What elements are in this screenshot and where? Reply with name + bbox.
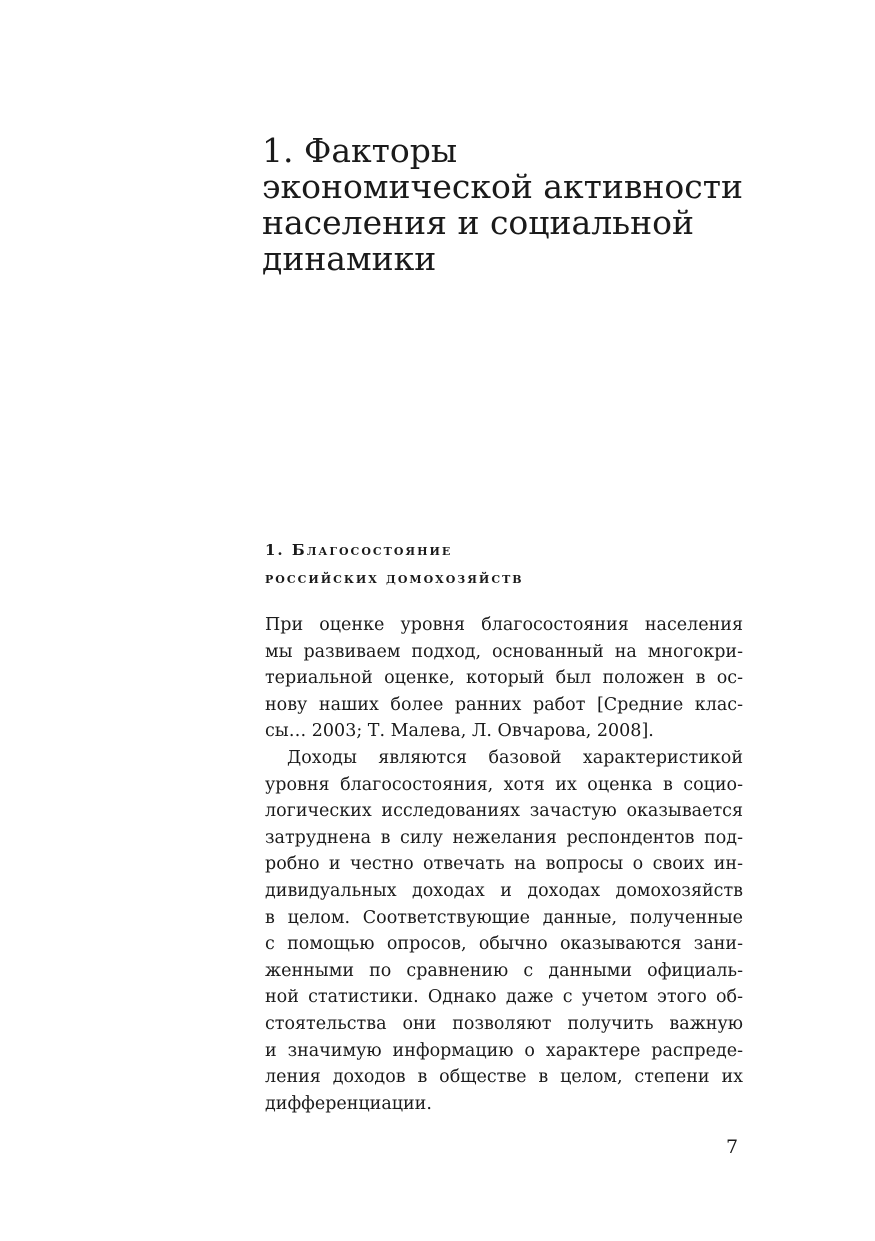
page-number: 7 bbox=[726, 1136, 739, 1158]
text-line: и значимую информацию о характере распреде- bbox=[265, 1040, 743, 1061]
text-line: мы развиваем подход, основанный на многокри- bbox=[265, 641, 743, 662]
text-line: уровня благосостояния, хотя их оценка в социо- bbox=[265, 774, 743, 795]
text-line: логических исследованиях зачастую оказывается bbox=[265, 801, 743, 822]
text-line: дифференциации. bbox=[265, 1093, 432, 1114]
section-title bbox=[265, 536, 765, 592]
text-line: стоятельства они позволяют получить важную bbox=[265, 1013, 743, 1034]
section-title-line: российских домохозяйств bbox=[265, 569, 524, 587]
body-text bbox=[265, 612, 743, 1117]
text-line: дивидуальных доходах и доходах домохозяйств bbox=[265, 880, 743, 901]
text-line: робно и честно отвечать на вопросы о своих ин- bbox=[265, 854, 743, 875]
text-line: Доходы являются базовой характеристикой bbox=[287, 747, 743, 768]
chapter-title-line: динамики bbox=[262, 239, 437, 278]
text-line: ления доходов в обществе в целом, степени их bbox=[265, 1067, 743, 1088]
text-line: сы… 2003; Т. Малева, Л. Овчарова, 2008]. bbox=[265, 721, 654, 742]
text-line: При оценке уровня благосостояния населения bbox=[265, 615, 743, 635]
text-line: териальной оценке, который был положен в ос- bbox=[265, 668, 743, 689]
text-line: нову наших более ранних работ [Средние клас- bbox=[265, 694, 743, 715]
chapter-title bbox=[262, 133, 782, 277]
section-title-line: 1. Благосостояние bbox=[265, 541, 453, 559]
text-line: с помощью опросов, обычно оказываются зани- bbox=[265, 934, 743, 955]
paragraph bbox=[265, 745, 743, 1117]
text-line: в целом. Соответствующие данные, полученные bbox=[265, 907, 743, 928]
chapter-title-line: населения и социальной bbox=[262, 203, 694, 242]
chapter-title-line: экономической активности bbox=[262, 167, 744, 206]
text-line: ной статистики. Однако даже с учетом этого об- bbox=[265, 987, 743, 1008]
text-line: затруднена в силу нежелания респондентов под- bbox=[265, 827, 743, 848]
text-line: женными по сравнению с данными официаль- bbox=[265, 960, 743, 981]
paragraph bbox=[265, 612, 743, 745]
chapter-title-line: 1. Факторы bbox=[262, 131, 458, 170]
